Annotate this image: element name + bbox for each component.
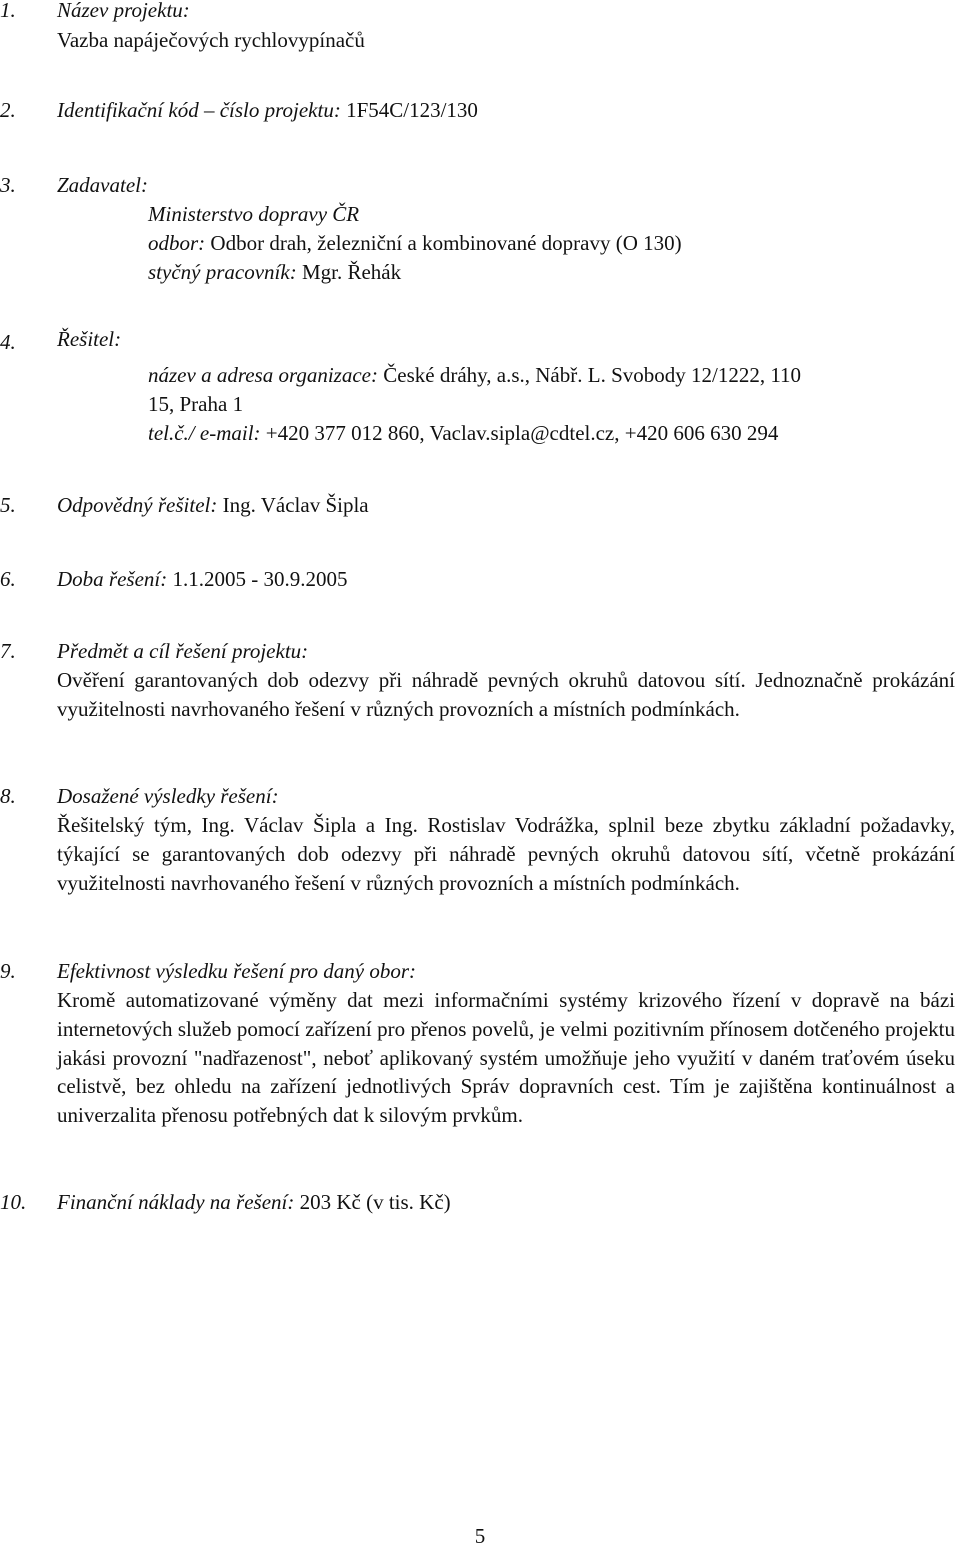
section-8-text: Řešitelský tým, Ing. Václav Šipla a Ing. Rostislav Vodrážka, splnil beze zbytku základní požadavky, týkající se garantovaných dob odezvy při náhradě pevných okruhů datovou sítí, včetně prokázání využitelnosti navrhovaného řešení v různých provozních a místních podmínkách. (57, 813, 955, 896)
section-9-label: Efektivnost výsledku řešení pro daný obor: (57, 959, 417, 983)
tel-label: tel.č./ e-mail: (148, 421, 261, 445)
section-6-number: 6. (0, 567, 16, 591)
section-2-label: Identifikační kód – číslo projektu: (57, 98, 341, 122)
section-8-label: Dosažené výsledky řešení: (57, 784, 279, 808)
duration-value: 1.1.2005 - 30.9.2005 (172, 567, 348, 591)
page-number: 5 (474, 1524, 486, 1548)
section-3-number: 3. (0, 173, 16, 197)
project-code: 1F54C/123/130 (346, 98, 478, 122)
section-5-number: 5. (0, 493, 16, 517)
section-4-label: Řešitel: (57, 327, 122, 351)
contact-label: styčný pracovník: (148, 260, 297, 284)
section-7-text: Ověření garantovaných dob odezvy při náhradě pevných okruhů datovou sítí. Jednoznačně prokázání využitelnosti navrhovaného řešení v různých provozních a místních podmínkách. (57, 668, 955, 722)
section-10-number: 10. (0, 1190, 27, 1214)
org-value-cont: 15, Praha 1 (148, 392, 244, 416)
section-7-label: Předmět a cíl řešení projektu: (57, 639, 309, 663)
org-label: název a adresa organizace: (148, 363, 378, 387)
section-9-number: 9. (0, 959, 16, 983)
cost-value: 203 Kč (v tis. Kč) (299, 1190, 451, 1214)
responsible-name: Ing. Václav Šipla (222, 493, 369, 517)
section-8-number: 8. (0, 784, 16, 808)
contact-value: Mgr. Řehák (301, 260, 402, 284)
project-name: Vazba napáječových rychlovypínačů (57, 28, 365, 52)
section-5-label: Odpovědný řešitel: (57, 493, 218, 517)
section-4-number: 4. (0, 330, 16, 354)
section-9-text: Kromě automatizované výměny dat mezi informačními systémy krizového řízení v dopravě na bázi internetových služeb pomocí zařízení pro přenos povelů, je velmi pozitivním přínosem dotčeného projektu jakási provozní "nadřazenost", neboť aplikovaný systém umožňuje jeho využití v daném traťovém úseku celistvě, bez ohledu na zařízení jednotlivých Správ dopravních cest. Tím je zajištěna kontinuálnost a univerzalita přenosu potřebných dat k silovým prvkům. (57, 988, 955, 1128)
section-1-label: Název projektu: (57, 0, 190, 22)
tel-value: +420 377 012 860, Vaclav.sipla@cdtel.cz, +420 606 630 294 (265, 421, 779, 445)
section-2-number: 2. (0, 98, 16, 122)
dept-value: Odbor drah, železniční a kombinované dopravy (O 130) (210, 231, 682, 255)
org-value: České dráhy, a.s., Nábř. L. Svobody 12/1222, 110 (383, 363, 802, 387)
section-10-label: Finanční náklady na řešení: (57, 1190, 295, 1214)
dept-label: odbor: (148, 231, 206, 255)
section-1-number: 1. (0, 0, 16, 22)
section-7-number: 7. (0, 639, 16, 663)
section-6-label: Doba řešení: (57, 567, 168, 591)
ministry-name: Ministerstvo dopravy ČR (148, 202, 360, 226)
section-3-label: Zadavatel: (57, 173, 148, 197)
